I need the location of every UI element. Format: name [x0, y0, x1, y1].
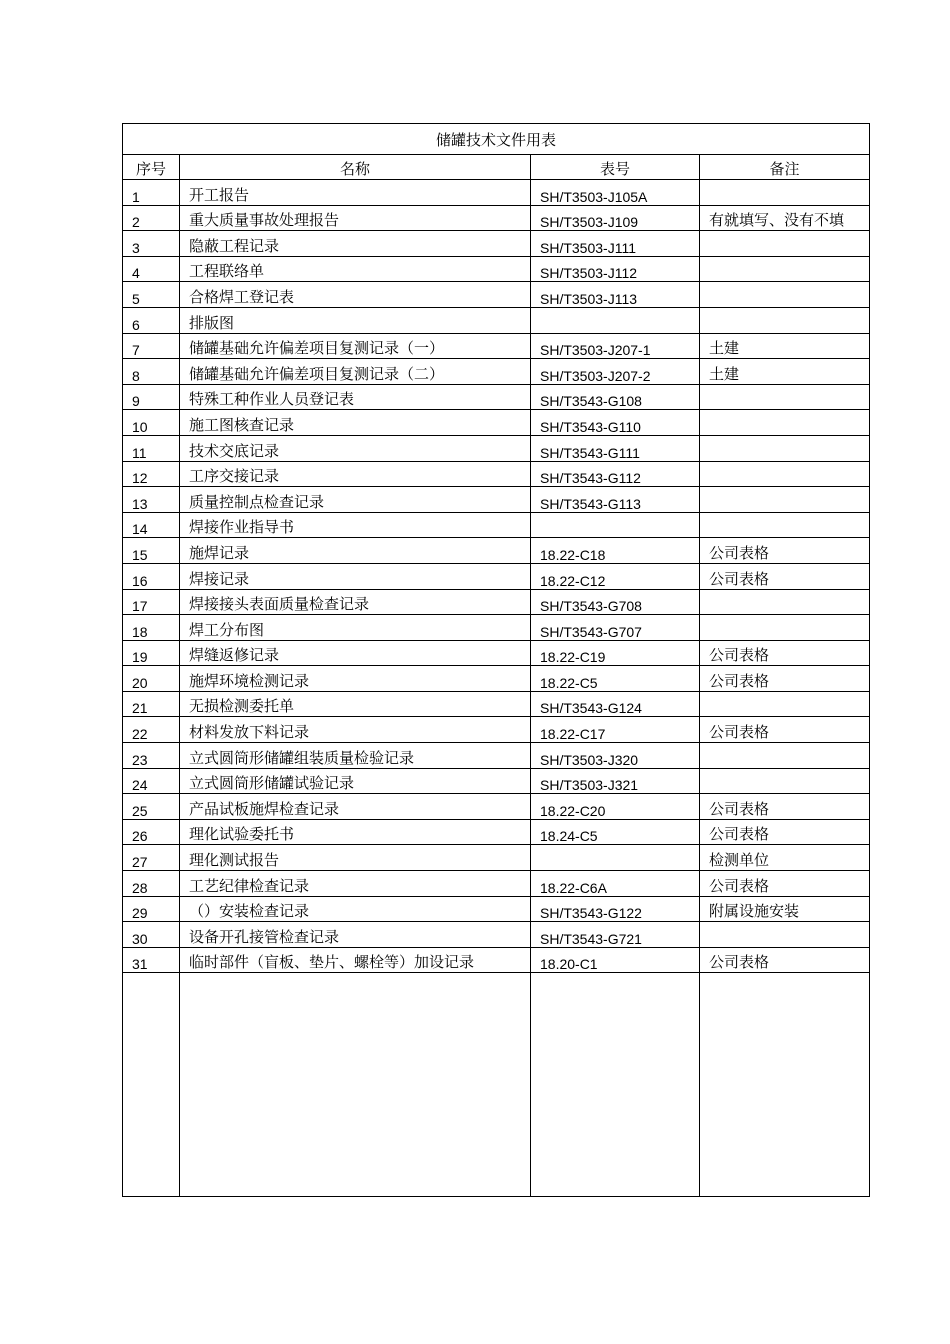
table-row	[123, 231, 870, 257]
row-remark	[700, 691, 870, 717]
table-row	[123, 333, 870, 359]
row-remark: 土建	[700, 359, 870, 385]
row-index: 27	[123, 845, 180, 871]
table-row	[123, 768, 870, 794]
row-index: 7	[123, 333, 180, 359]
table-row	[123, 666, 870, 692]
row-form-no: 18.22-C19	[531, 640, 700, 666]
row-form-no: 18.20-C1	[531, 947, 700, 973]
row-remark	[700, 410, 870, 436]
row-name: 开工报告	[180, 180, 531, 206]
row-form-no: SH/T3503-J207-1	[531, 333, 700, 359]
row-index: 12	[123, 461, 180, 487]
row-index: 25	[123, 794, 180, 820]
row-name: 产品试板施焊检查记录	[180, 794, 531, 820]
row-form-no: SH/T3503-J207-2	[531, 359, 700, 385]
table-row	[123, 307, 870, 333]
row-index: 22	[123, 717, 180, 743]
row-name: 工程联络单	[180, 256, 531, 282]
header-index: 序号	[123, 155, 180, 180]
row-index: 9	[123, 384, 180, 410]
row-index: 16	[123, 563, 180, 589]
row-form-no: SH/T3503-J321	[531, 768, 700, 794]
row-form-no	[531, 307, 700, 333]
row-name: 焊缝返修记录	[180, 640, 531, 666]
row-name: 理化试验委托书	[180, 819, 531, 845]
row-index: 24	[123, 768, 180, 794]
row-remark: 公司表格	[700, 819, 870, 845]
row-index: 26	[123, 819, 180, 845]
row-name: 临时部件（盲板、垫片、螺栓等）加设记录	[180, 947, 531, 973]
table-row	[123, 896, 870, 922]
row-name: 无损检测委托单	[180, 691, 531, 717]
row-remark: 有就填写、没有不填	[700, 205, 870, 231]
row-remark: 公司表格	[700, 871, 870, 897]
table-row	[123, 947, 870, 973]
table-row	[123, 435, 870, 461]
row-form-no: SH/T3543-G721	[531, 922, 700, 948]
row-remark	[700, 231, 870, 257]
row-index: 11	[123, 435, 180, 461]
table-body	[123, 180, 870, 1197]
row-index: 6	[123, 307, 180, 333]
technical-document-table	[122, 123, 870, 1197]
row-form-no: 18.22-C20	[531, 794, 700, 820]
row-form-no	[531, 845, 700, 871]
row-index: 8	[123, 359, 180, 385]
row-name: 立式圆筒形储罐组装质量检验记录	[180, 743, 531, 769]
blank-cell-index	[123, 973, 180, 1197]
row-form-no: SH/T3543-G708	[531, 589, 700, 615]
blank-row	[123, 973, 870, 1197]
row-form-no	[531, 512, 700, 538]
row-remark	[700, 282, 870, 308]
row-name: 排版图	[180, 307, 531, 333]
row-form-no: SH/T3543-G707	[531, 615, 700, 641]
row-index: 23	[123, 743, 180, 769]
row-form-no: SH/T3503-J320	[531, 743, 700, 769]
row-index: 5	[123, 282, 180, 308]
row-remark	[700, 307, 870, 333]
blank-cell-remark	[700, 973, 870, 1197]
row-name: 技术交底记录	[180, 435, 531, 461]
row-name: 储罐基础允许偏差项目复测记录（一）	[180, 333, 531, 359]
table-row	[123, 538, 870, 564]
table-row	[123, 205, 870, 231]
row-index: 2	[123, 205, 180, 231]
row-form-no: SH/T3543-G124	[531, 691, 700, 717]
table-row	[123, 691, 870, 717]
row-remark	[700, 512, 870, 538]
row-remark: 土建	[700, 333, 870, 359]
row-form-no: SH/T3543-G122	[531, 896, 700, 922]
row-form-no: 18.22-C18	[531, 538, 700, 564]
table-row	[123, 640, 870, 666]
table-row	[123, 256, 870, 282]
row-form-no: 18.24-C5	[531, 819, 700, 845]
table-row	[123, 282, 870, 308]
row-index: 13	[123, 487, 180, 513]
row-name: 施焊环境检测记录	[180, 666, 531, 692]
row-name: 储罐基础允许偏差项目复测记录（二）	[180, 359, 531, 385]
row-name: 设备开孔接管检查记录	[180, 922, 531, 948]
row-name: 焊接记录	[180, 563, 531, 589]
row-name: 特殊工种作业人员登记表	[180, 384, 531, 410]
row-remark	[700, 922, 870, 948]
row-name: （）安装检查记录	[180, 896, 531, 922]
row-index: 14	[123, 512, 180, 538]
row-name: 材料发放下料记录	[180, 717, 531, 743]
row-remark	[700, 384, 870, 410]
row-index: 29	[123, 896, 180, 922]
row-index: 10	[123, 410, 180, 436]
row-remark	[700, 180, 870, 206]
table-row	[123, 487, 870, 513]
row-remark: 公司表格	[700, 717, 870, 743]
row-name: 工艺纪律检查记录	[180, 871, 531, 897]
table-row	[123, 359, 870, 385]
row-remark: 公司表格	[700, 640, 870, 666]
row-index: 15	[123, 538, 180, 564]
table-title: 储罐技术文件用表	[123, 124, 870, 155]
row-name: 焊接作业指导书	[180, 512, 531, 538]
row-remark	[700, 768, 870, 794]
table-row	[123, 794, 870, 820]
table-row	[123, 819, 870, 845]
row-index: 1	[123, 180, 180, 206]
row-name: 重大质量事故处理报告	[180, 205, 531, 231]
row-remark	[700, 461, 870, 487]
row-name: 焊工分布图	[180, 615, 531, 641]
row-remark	[700, 589, 870, 615]
row-name: 质量控制点检查记录	[180, 487, 531, 513]
row-form-no: SH/T3503-J105A	[531, 180, 700, 206]
row-index: 21	[123, 691, 180, 717]
row-form-no: 18.22-C17	[531, 717, 700, 743]
row-form-no: SH/T3503-J112	[531, 256, 700, 282]
blank-cell-form-no	[531, 973, 700, 1197]
table-row	[123, 615, 870, 641]
row-index: 3	[123, 231, 180, 257]
row-remark: 公司表格	[700, 538, 870, 564]
row-form-no: 18.22-C6A	[531, 871, 700, 897]
row-form-no: 18.22-C5	[531, 666, 700, 692]
table-row	[123, 384, 870, 410]
header-form-no: 表号	[531, 155, 700, 180]
row-remark: 公司表格	[700, 947, 870, 973]
row-index: 31	[123, 947, 180, 973]
row-remark: 公司表格	[700, 563, 870, 589]
row-remark	[700, 256, 870, 282]
row-remark	[700, 435, 870, 461]
row-remark: 公司表格	[700, 666, 870, 692]
row-name: 焊接接头表面质量检查记录	[180, 589, 531, 615]
row-form-no: 18.22-C12	[531, 563, 700, 589]
row-name: 施工图核查记录	[180, 410, 531, 436]
row-index: 28	[123, 871, 180, 897]
row-form-no: SH/T3503-J113	[531, 282, 700, 308]
table-title-row	[123, 124, 870, 155]
table-row	[123, 461, 870, 487]
table-row	[123, 563, 870, 589]
table-row	[123, 871, 870, 897]
row-remark: 附属设施安装	[700, 896, 870, 922]
row-name: 立式圆筒形储罐试验记录	[180, 768, 531, 794]
row-form-no: SH/T3543-G113	[531, 487, 700, 513]
row-form-no: SH/T3543-G112	[531, 461, 700, 487]
table-row	[123, 717, 870, 743]
header-remark: 备注	[700, 155, 870, 180]
row-form-no: SH/T3503-J109	[531, 205, 700, 231]
table-row	[123, 743, 870, 769]
row-name: 施焊记录	[180, 538, 531, 564]
row-remark	[700, 487, 870, 513]
header-name: 名称	[180, 155, 531, 180]
table-row	[123, 922, 870, 948]
row-index: 18	[123, 615, 180, 641]
row-remark: 公司表格	[700, 794, 870, 820]
row-index: 20	[123, 666, 180, 692]
row-name: 隐蔽工程记录	[180, 231, 531, 257]
row-form-no: SH/T3543-G108	[531, 384, 700, 410]
table-row	[123, 410, 870, 436]
row-remark	[700, 743, 870, 769]
table-row	[123, 180, 870, 206]
row-index: 17	[123, 589, 180, 615]
row-form-no: SH/T3503-J111	[531, 231, 700, 257]
row-name: 理化测试报告	[180, 845, 531, 871]
table-row	[123, 512, 870, 538]
row-form-no: SH/T3543-G110	[531, 410, 700, 436]
table-header-row	[123, 155, 870, 180]
row-index: 30	[123, 922, 180, 948]
row-remark: 检测单位	[700, 845, 870, 871]
row-name: 工序交接记录	[180, 461, 531, 487]
table-row	[123, 589, 870, 615]
row-name: 合格焊工登记表	[180, 282, 531, 308]
row-index: 19	[123, 640, 180, 666]
row-form-no: SH/T3543-G111	[531, 435, 700, 461]
row-index: 4	[123, 256, 180, 282]
table-row	[123, 845, 870, 871]
blank-cell-name	[180, 973, 531, 1197]
row-remark	[700, 615, 870, 641]
